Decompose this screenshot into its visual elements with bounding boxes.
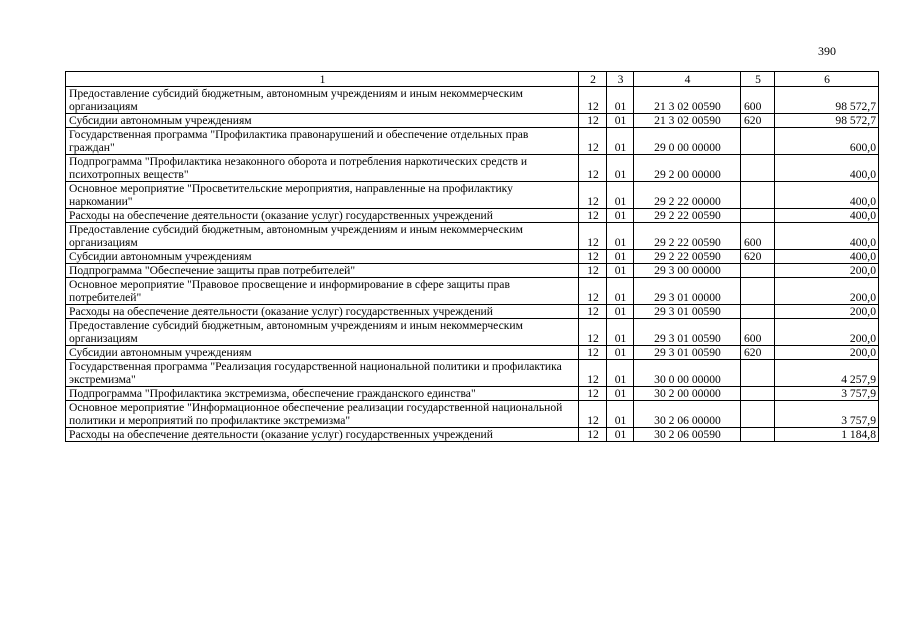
amount-cell: 400,0 (775, 223, 879, 250)
subsection-code-cell: 01 (607, 278, 634, 305)
column-header-6: 6 (775, 72, 879, 87)
row-name-cell: Субсидии автономным учреждениям (66, 346, 579, 360)
table-row (66, 278, 879, 305)
column-header-3: 3 (607, 72, 634, 87)
expense-type-cell (741, 209, 775, 223)
table-row (66, 209, 879, 223)
column-header-5: 5 (741, 72, 775, 87)
section-code-cell: 12 (579, 87, 607, 114)
section-code-cell: 12 (579, 305, 607, 319)
expense-type-cell: 600 (741, 87, 775, 114)
subsection-code-cell: 01 (607, 360, 634, 387)
page-number: 390 (818, 44, 836, 58)
expense-type-cell (741, 182, 775, 209)
subsection-code-cell: 01 (607, 182, 634, 209)
target-article-cell: 30 0 00 00000 (634, 360, 741, 387)
row-name-cell: Расходы на обеспечение деятельности (оказание услуг) государственных учреждений (66, 305, 579, 319)
amount-cell: 3 757,9 (775, 401, 879, 428)
subsection-code-cell: 01 (607, 155, 634, 182)
target-article-cell: 29 2 22 00000 (634, 182, 741, 209)
section-code-cell: 12 (579, 209, 607, 223)
row-name-cell: Предоставление субсидий бюджетным, автономным учреждениям и иным некоммерческим организациям (66, 319, 579, 346)
row-name-cell: Основное мероприятие "Просветительские мероприятия, направленные на профилактику наркомании" (66, 182, 579, 209)
expense-type-cell (741, 155, 775, 182)
row-name-cell: Государственная программа "Реализация государственной национальной политики и профилактика экстремизма" (66, 360, 579, 387)
amount-cell: 4 257,9 (775, 360, 879, 387)
table-row (66, 250, 879, 264)
target-article-cell: 29 3 01 00590 (634, 305, 741, 319)
table-row (66, 360, 879, 387)
row-name-cell: Субсидии автономным учреждениям (66, 250, 579, 264)
section-code-cell: 12 (579, 182, 607, 209)
table-row (66, 319, 879, 346)
target-article-cell: 29 3 01 00590 (634, 319, 741, 346)
target-article-cell: 29 3 01 00000 (634, 278, 741, 305)
column-header-1: 1 (66, 72, 579, 87)
subsection-code-cell: 01 (607, 305, 634, 319)
row-name-cell: Подпрограмма "Профилактика незаконного оборота и потребления наркотических средств и психотропных веществ" (66, 155, 579, 182)
expense-type-cell (741, 360, 775, 387)
expense-type-cell: 600 (741, 319, 775, 346)
section-code-cell: 12 (579, 319, 607, 346)
amount-cell: 400,0 (775, 209, 879, 223)
table-row (66, 387, 879, 401)
subsection-code-cell: 01 (607, 387, 634, 401)
subsection-code-cell: 01 (607, 264, 634, 278)
row-name-cell: Расходы на обеспечение деятельности (оказание услуг) государственных учреждений (66, 428, 579, 442)
section-code-cell: 12 (579, 264, 607, 278)
subsection-code-cell: 01 (607, 428, 634, 442)
target-article-cell: 30 2 06 00590 (634, 428, 741, 442)
row-name-cell: Подпрограмма "Обеспечение защиты прав потребителей" (66, 264, 579, 278)
section-code-cell: 12 (579, 278, 607, 305)
target-article-cell: 29 2 22 00590 (634, 223, 741, 250)
expense-type-cell: 620 (741, 250, 775, 264)
section-code-cell: 12 (579, 387, 607, 401)
expense-type-cell: 600 (741, 223, 775, 250)
expense-type-cell: 620 (741, 114, 775, 128)
row-name-cell: Государственная программа "Профилактика правонарушений и обеспечение отдельных прав граждан" (66, 128, 579, 155)
target-article-cell: 21 3 02 00590 (634, 87, 741, 114)
section-code-cell: 12 (579, 360, 607, 387)
expense-type-cell (741, 305, 775, 319)
table-row (66, 264, 879, 278)
subsection-code-cell: 01 (607, 401, 634, 428)
row-name-cell: Предоставление субсидий бюджетным, автономным учреждениям и иным некоммерческим организациям (66, 223, 579, 250)
section-code-cell: 12 (579, 155, 607, 182)
table-row (66, 223, 879, 250)
amount-cell: 200,0 (775, 346, 879, 360)
amount-cell: 200,0 (775, 278, 879, 305)
target-article-cell: 21 3 02 00590 (634, 114, 741, 128)
column-header-4: 4 (634, 72, 741, 87)
expense-type-cell (741, 428, 775, 442)
row-name-cell: Предоставление субсидий бюджетным, автономным учреждениям и иным некоммерческим организациям (66, 87, 579, 114)
target-article-cell: 29 2 22 00590 (634, 250, 741, 264)
amount-cell: 400,0 (775, 155, 879, 182)
table-row (66, 182, 879, 209)
amount-cell: 3 757,9 (775, 387, 879, 401)
table-row (66, 428, 879, 442)
section-code-cell: 12 (579, 114, 607, 128)
row-name-cell: Подпрограмма "Профилактика экстремизма, обеспечение гражданского единства" (66, 387, 579, 401)
row-name-cell: Субсидии автономным учреждениям (66, 114, 579, 128)
table-body (66, 87, 879, 442)
expense-type-cell (741, 128, 775, 155)
amount-cell: 200,0 (775, 264, 879, 278)
subsection-code-cell: 01 (607, 114, 634, 128)
subsection-code-cell: 01 (607, 250, 634, 264)
row-name-cell: Основное мероприятие "Информационное обеспечение реализации государственной национальной политики и мероприятий по профилактике экстремизма" (66, 401, 579, 428)
row-name-cell: Основное мероприятие "Правовое просвещение и информирование в сфере защиты прав потребителей" (66, 278, 579, 305)
section-code-cell: 12 (579, 346, 607, 360)
target-article-cell: 30 2 00 00000 (634, 387, 741, 401)
target-article-cell: 29 2 22 00590 (634, 209, 741, 223)
table-row (66, 128, 879, 155)
section-code-cell: 12 (579, 428, 607, 442)
column-header-2: 2 (579, 72, 607, 87)
target-article-cell: 29 0 00 00000 (634, 128, 741, 155)
expense-type-cell (741, 387, 775, 401)
subsection-code-cell: 01 (607, 128, 634, 155)
amount-cell: 400,0 (775, 182, 879, 209)
target-article-cell: 29 2 00 00000 (634, 155, 741, 182)
section-code-cell: 12 (579, 223, 607, 250)
subsection-code-cell: 01 (607, 319, 634, 346)
expense-type-cell: 620 (741, 346, 775, 360)
expense-type-cell (741, 401, 775, 428)
target-article-cell: 29 3 01 00590 (634, 346, 741, 360)
expense-type-cell (741, 264, 775, 278)
table-row (66, 114, 879, 128)
expense-type-cell (741, 278, 775, 305)
table-row (66, 401, 879, 428)
section-code-cell: 12 (579, 128, 607, 155)
subsection-code-cell: 01 (607, 87, 634, 114)
section-code-cell: 12 (579, 250, 607, 264)
subsection-code-cell: 01 (607, 346, 634, 360)
amount-cell: 200,0 (775, 319, 879, 346)
subsection-code-cell: 01 (607, 223, 634, 250)
subsection-code-cell: 01 (607, 209, 634, 223)
amount-cell: 400,0 (775, 250, 879, 264)
table-header-row (66, 72, 879, 87)
table-row (66, 305, 879, 319)
section-code-cell: 12 (579, 401, 607, 428)
table-row (66, 346, 879, 360)
target-article-cell: 30 2 06 00000 (634, 401, 741, 428)
row-name-cell: Расходы на обеспечение деятельности (оказание услуг) государственных учреждений (66, 209, 579, 223)
amount-cell: 98 572,7 (775, 114, 879, 128)
table-row (66, 87, 879, 114)
amount-cell: 200,0 (775, 305, 879, 319)
amount-cell: 98 572,7 (775, 87, 879, 114)
amount-cell: 1 184,8 (775, 428, 879, 442)
target-article-cell: 29 3 00 00000 (634, 264, 741, 278)
amount-cell: 600,0 (775, 128, 879, 155)
table-row (66, 155, 879, 182)
budget-table (65, 71, 879, 442)
